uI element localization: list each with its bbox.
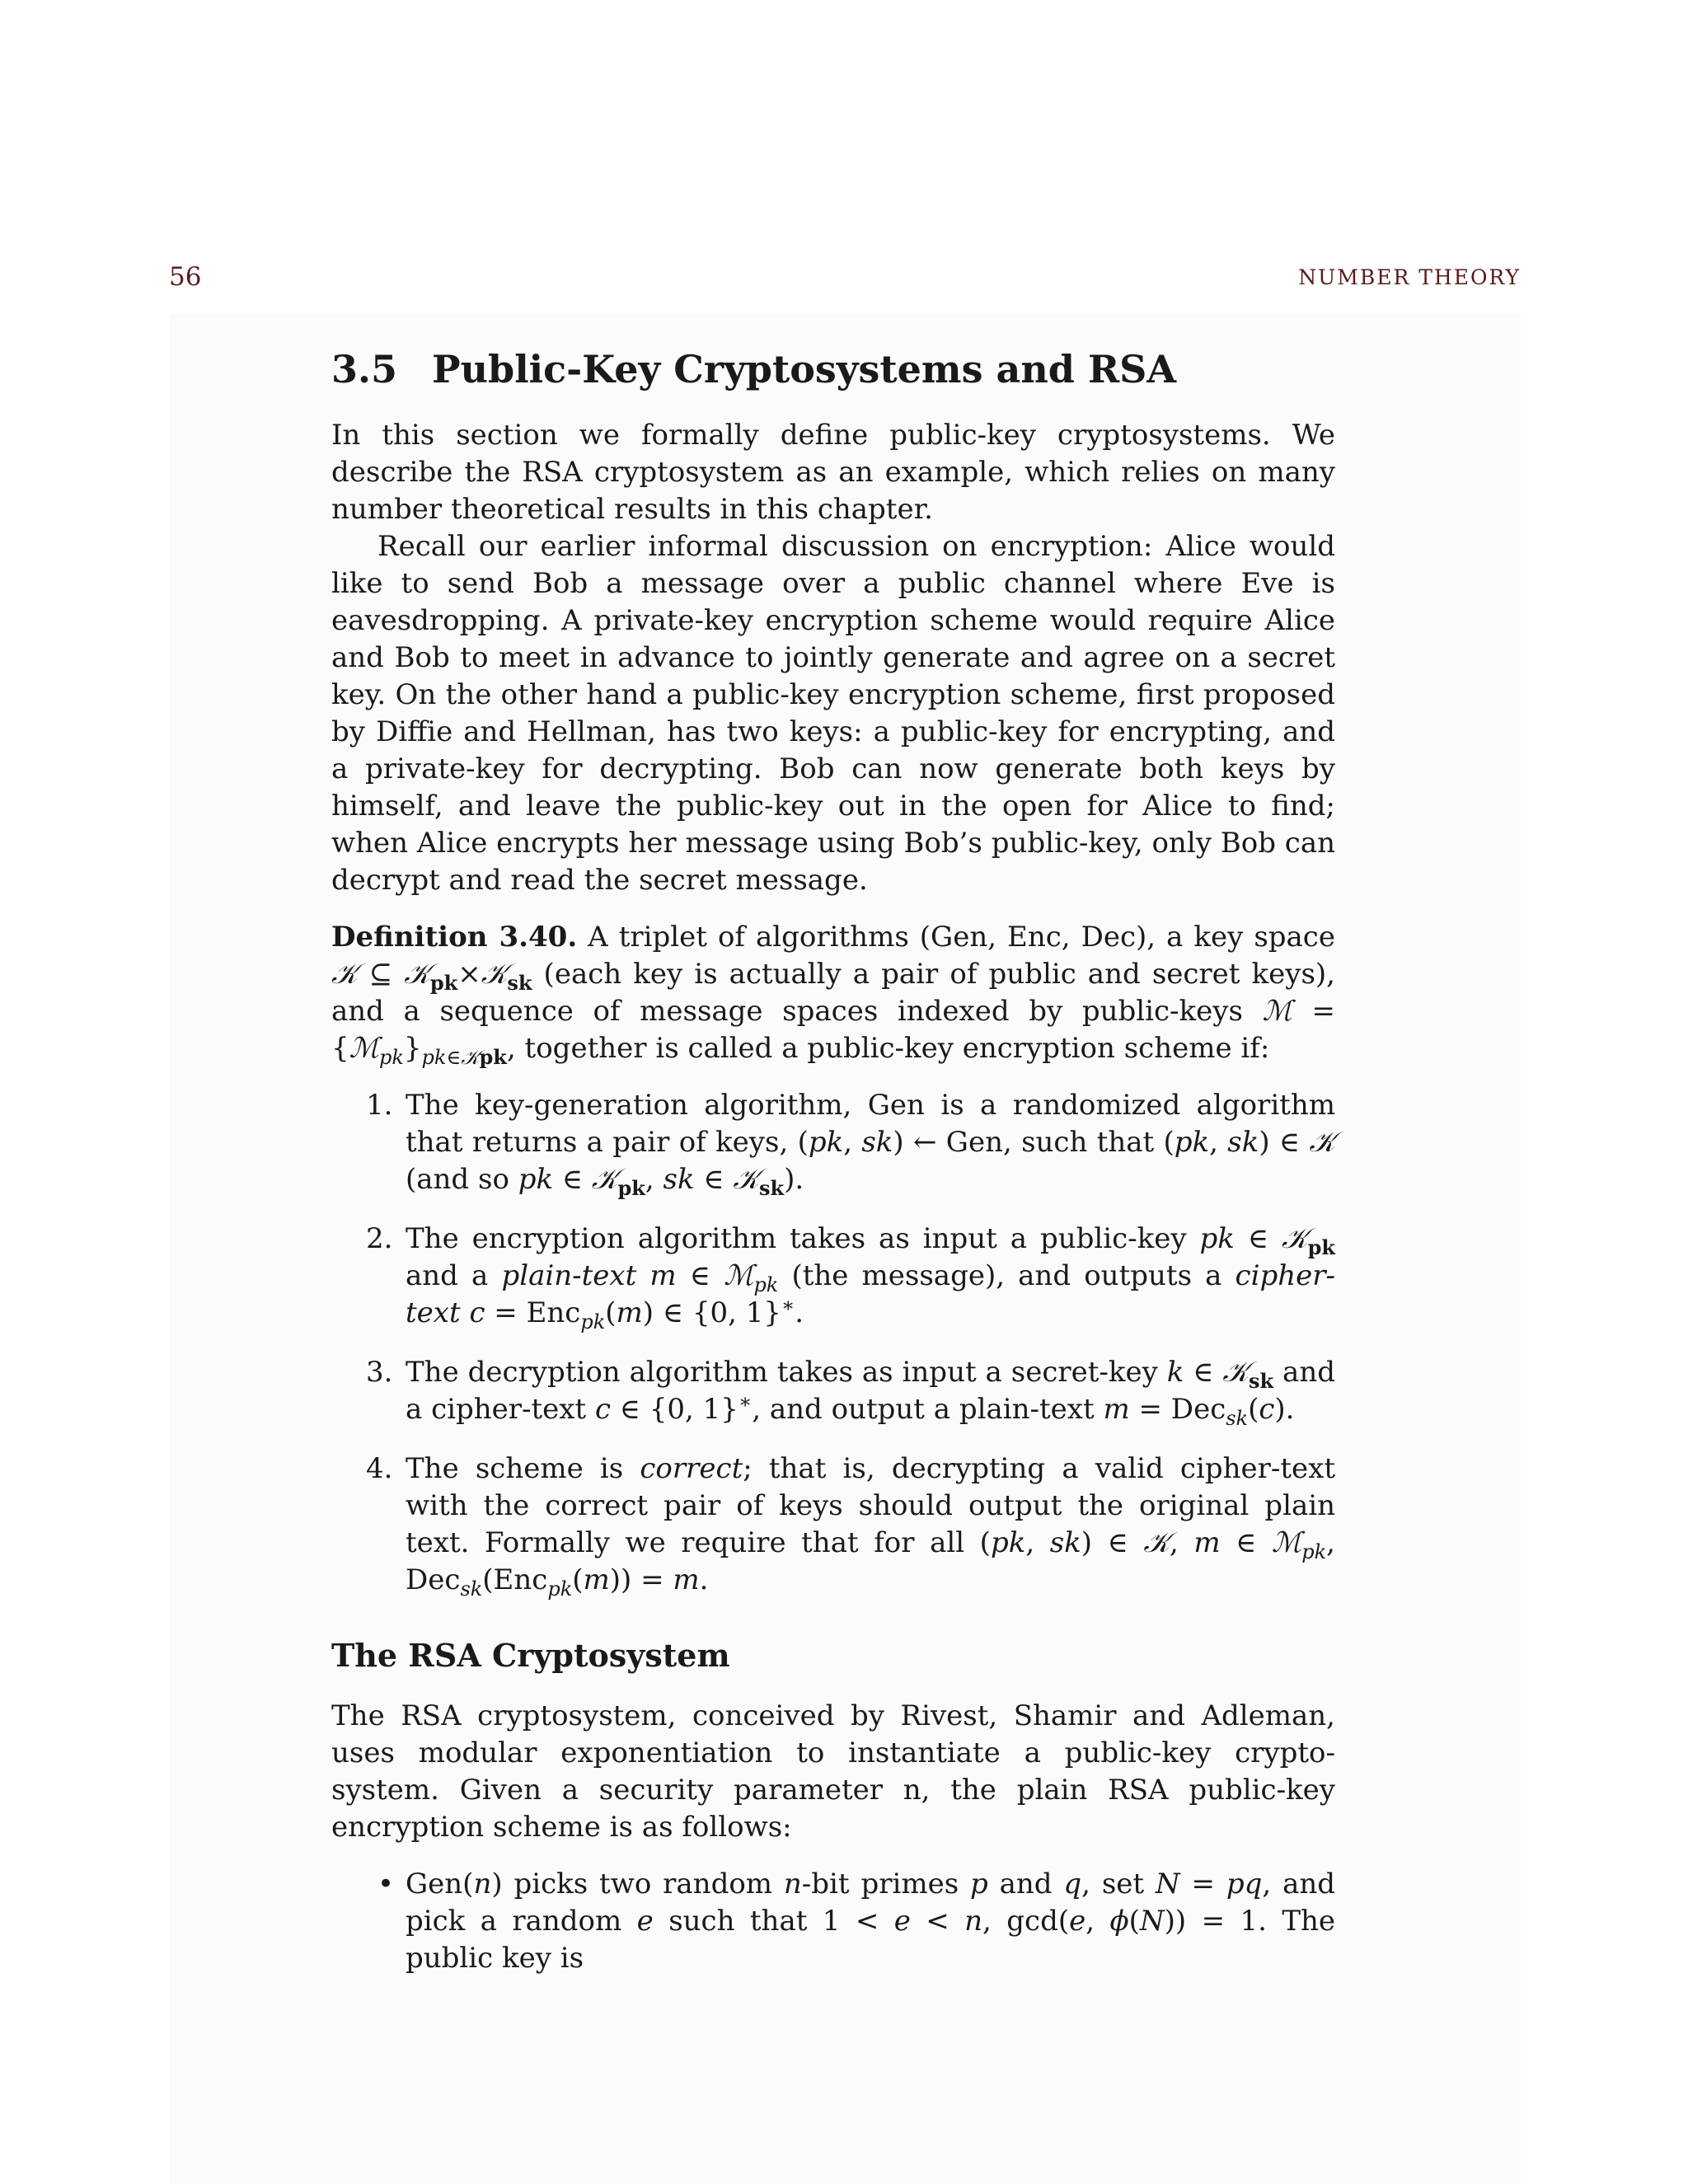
section-heading (331, 344, 1335, 394)
list-item: 2. The encryption algorithm takes as input a public-key pk ∈ 𝒦$_{pk}$ and a plain-text m ∈ ℳ$_{pk}$ (the message), and outputs a cipher-text c = Enc$_{pk}$(m) ∈ {0, 1}∗. (366, 1222, 1335, 1333)
subsection-heading: The RSA Cryptosystem (331, 1637, 730, 1674)
running-header (169, 262, 1521, 298)
rsa-intro-paragraph: The RSA cryptosystem, conceived by Rivest, Shamir and Adleman, uses modular exponentiation to instantiate a public-key crypto-system. Given a security parameter n, the plain RSA public-key encryption scheme is as follows: (331, 1699, 1335, 1844)
rsa-scheme-list (331, 1866, 1335, 1977)
list-item: 3. The decryption algorithm takes as input a secret-key k ∈ 𝒦$_{sk}$ and a cipher-text c ∈ {0, 1}∗, and output a plain-text m = Dec$_{sk}$(c). (366, 1356, 1335, 1430)
page-number: 56 (169, 262, 202, 292)
encryption-paragraph: Recall our earlier informal discussion on encryption: Alice would like to send Bob a message over a public channel where Eve is eavesdropping. A private-key encryption scheme would require Alice and Bob to meet in advance to jointly generate and agree on a secret key. On the other hand a public-key encryption scheme, first proposed by Diffie and Hellman, has two keys: a public-key for encrypting, and a private-key for decrypting. Bob can now generate both keys by himself, and leave the public-key out in the open for Alice to find; when Alice encrypts her message using Bob’s public-key, only Bob can decrypt and read the secret message. (331, 530, 1335, 897)
definition-label: Definition 3.40. (331, 921, 578, 954)
list-marker: 3. (366, 1356, 393, 1389)
running-title: NUMBER THEORY (1298, 265, 1521, 289)
list-item: • Gen(n) picks two random n-bit primes p and q, set N = pq, and pick a random e such that 1 < e < n, gcd(e, ϕ(N)) = 1. The public key is (377, 1868, 1336, 1975)
bullet-marker: • (377, 1868, 395, 1900)
list-marker: 2. (366, 1222, 393, 1255)
definition-list (331, 1087, 1335, 1599)
section-title: Public-Key Cryptosystems and RSA (432, 347, 1177, 391)
list-item: 4. The scheme is correct; that is, decrypting a valid cipher-text with the correct pair of keys should output the original plain text. Formally we require that for all (pk, sk) ∈ 𝒦, m ∈ ℳ$_{pk}$, Dec$_{sk}$(Enc$_{pk}$(m)) = m. (366, 1452, 1335, 1601)
section-number: 3.5 (331, 347, 398, 391)
definition-3-40: Definition 3.40. A triplet of algorithms (Gen, Enc, Dec), a key space 𝒦 ⊆ 𝒦$_{pk}$×𝒦$_{sk}$ (each key is actually a pair of public and secret keys), and a sequence of message spaces indexed by public-keys ℳ = $\{ℳ_{pk}\}_{pk\in 𝒦pk}$, together is called a public-key encryption scheme if: (331, 921, 1335, 1069)
intro-paragraph: In this section we formally define public-key cryptosystems. We describe the RSA cryptosystem as an example, which relies on many number theoretical results in this chapter. (331, 419, 1335, 526)
list-marker: 4. (366, 1452, 393, 1485)
list-marker: 1. (366, 1089, 393, 1122)
list-item: 1. The key-generation algorithm, Gen is a randomized algorithm that returns a pair of keys, (pk, sk) ← Gen, such that (pk, sk) ∈ 𝒦 (and so pk ∈ 𝒦$_{pk}$, sk ∈ 𝒦$_{sk}$). (366, 1089, 1335, 1200)
page-body (331, 344, 1335, 1977)
